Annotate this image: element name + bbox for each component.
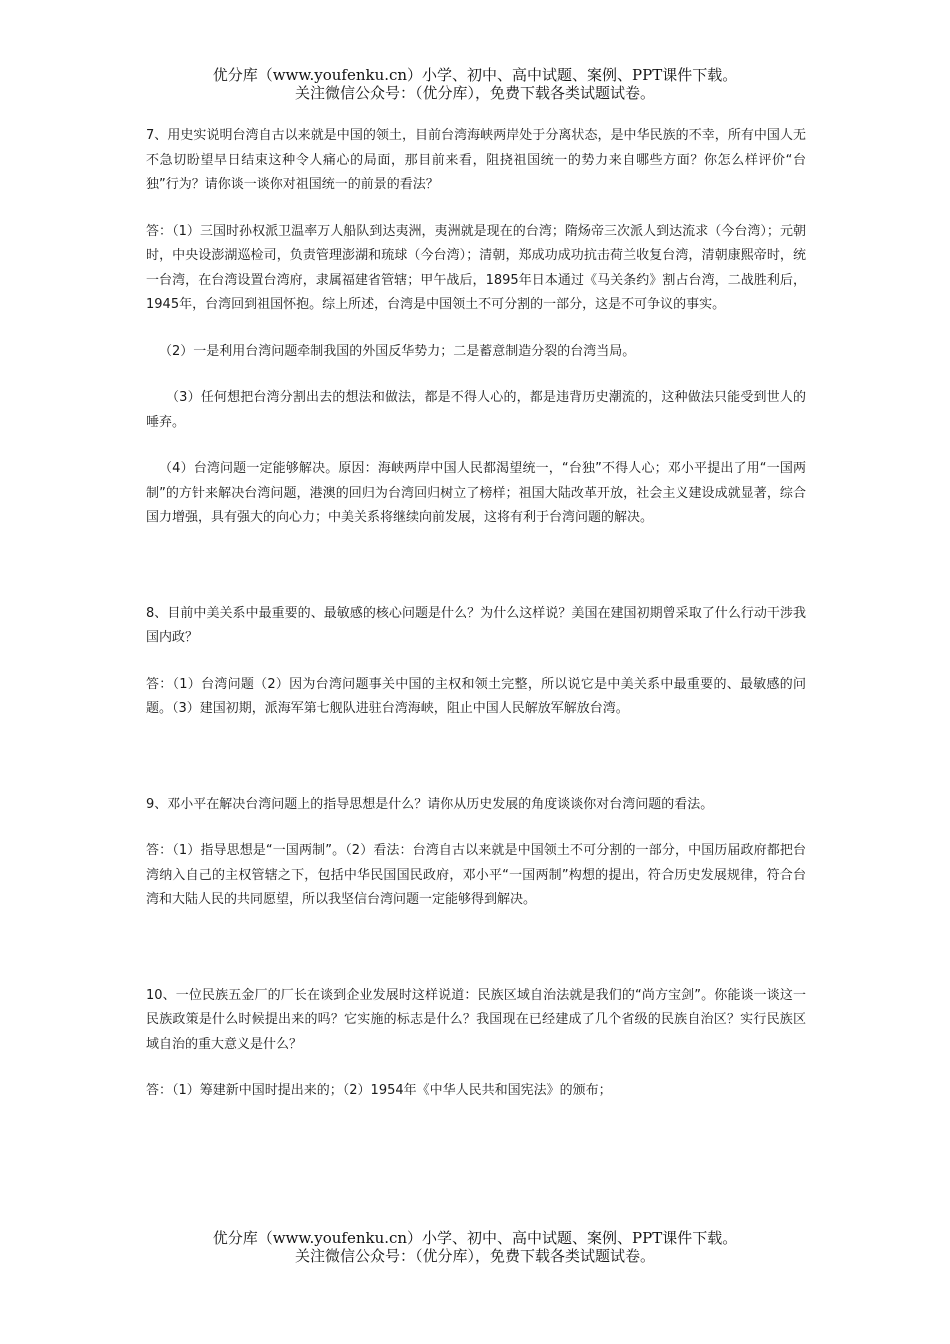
question-10: 10、一位民族五金厂的厂长在谈到企业发展时这样说道：民族区域自治法就是我们的“尚方宝剑”。你能谈一谈这一民族政策是什么时候提出来的吗？它实施的标志是什么？我国现在已经建成了几个省级的民族自治区？实行民族区域自治的重大意义是什么？ bbox=[146, 987, 806, 1052]
answer-8: 答：（1）台湾问题（2）因为台湾问题事关中国的主权和领土完整，所以说它是中美关系中最重要的、最敏感的问题。（3）建国初期，派海军第七舰队进驻台湾海峡，阻止中国人民解放军解放台湾。 bbox=[146, 676, 806, 716]
footer-line-1: 优分库（www.youfenku.cn）小学、初中、高中试题、案例、PPT课件下载。 bbox=[212, 1229, 738, 1247]
answer-7-part-1: 答：（1）三国时孙权派卫温率万人船队到达夷洲，夷洲就是现在的台湾；隋炀帝三次派人到达流求（今台湾）；元朝时，中央设澎湖巡检司，负责管理澎湖和琉球（今台湾）；清朝，郑成功成功抗击荷兰收复台湾，清朝康熙帝时，统一台湾，在台湾设置台湾府，隶属福建省管辖；甲午战后，1895年日本通过《马关条约》割占台湾，二战胜利后，1945年，台湾回到祖国怀抱。综上所述，台湾是中国领土不可分割的一部分，这是不可争议的事实。 bbox=[146, 223, 806, 312]
header-line-1: 优分库（www.youfenku.cn）小学、初中、高中试题、案例、PPT课件下载。 bbox=[212, 66, 738, 84]
footer-line-2: 关注微信公众号：（优分库），免费下载各类试题试卷。 bbox=[294, 1247, 655, 1265]
question-7: 7、用史实说明台湾自古以来就是中国的领土，目前台湾海峡两岸处于分离状态，是中华民族的不幸，所有中国人无不急切盼望早日结束这种令人痛心的局面，那目前来看，阻挠祖国统一的势力来自哪些方面？你怎么样评价“台独”行为？请你谈一谈你对祖国统一的前景的看法？ bbox=[146, 128, 806, 192]
page-header bbox=[0, 66, 950, 102]
question-9: 9、邓小平在解决台湾问题上的指导思想是什么？请你从历史发展的角度谈谈你对台湾问题的看法。 bbox=[146, 796, 714, 812]
answer-7-part-4: （4）台湾问题一定能够解决。原因：海峡两岸中国人民都渴望统一，“台独”不得人心；邓小平提出了用“一国两制”的方针来解决台湾问题，港澳的回归为台湾回归树立了榜样；祖国大陆改革开放，社会主义建设成就显著，综合国力增强，具有强大的向心力；中美关系将继续向前发展，这将有利于台湾问题的解决。 bbox=[146, 461, 806, 525]
answer-7-part-3: （3）任何想把台湾分割出去的想法和做法，都是不得人心的，都是违背历史潮流的，这种做法只能受到世人的唾弃。 bbox=[146, 390, 806, 430]
answer-10: 答：（1）筹建新中国时提出来的；（2）1954年《中华人民共和国宪法》的颁布； bbox=[146, 1083, 612, 1098]
header-line-2: 关注微信公众号：（优分库），免费下载各类试题试卷。 bbox=[294, 84, 655, 102]
page-footer bbox=[0, 1229, 950, 1265]
answer-9: 答：（1）指导思想是“一国两制”。（2）看法：台湾自古以来就是中国领土不可分割的一部分，中国历届政府都把台湾纳入自己的主权管辖之下，包括中华民国国民政府，邓小平“一国两制”构想的提出，符合历史发展规律，符合台湾和大陆人民的共同愿望，所以我坚信台湾问题一定能够得到解决。 bbox=[146, 843, 806, 907]
answer-7-part-2: （2）一是利用台湾问题牵制我国的外国反华势力；二是蓄意制造分裂的台湾当局。 bbox=[159, 343, 636, 359]
question-8: 8、目前中美关系中最重要的、最敏感的核心问题是什么？为什么这样说？美国在建国初期曾采取了什么行动干涉我国内政？ bbox=[146, 605, 806, 645]
document-body bbox=[146, 124, 806, 1104]
